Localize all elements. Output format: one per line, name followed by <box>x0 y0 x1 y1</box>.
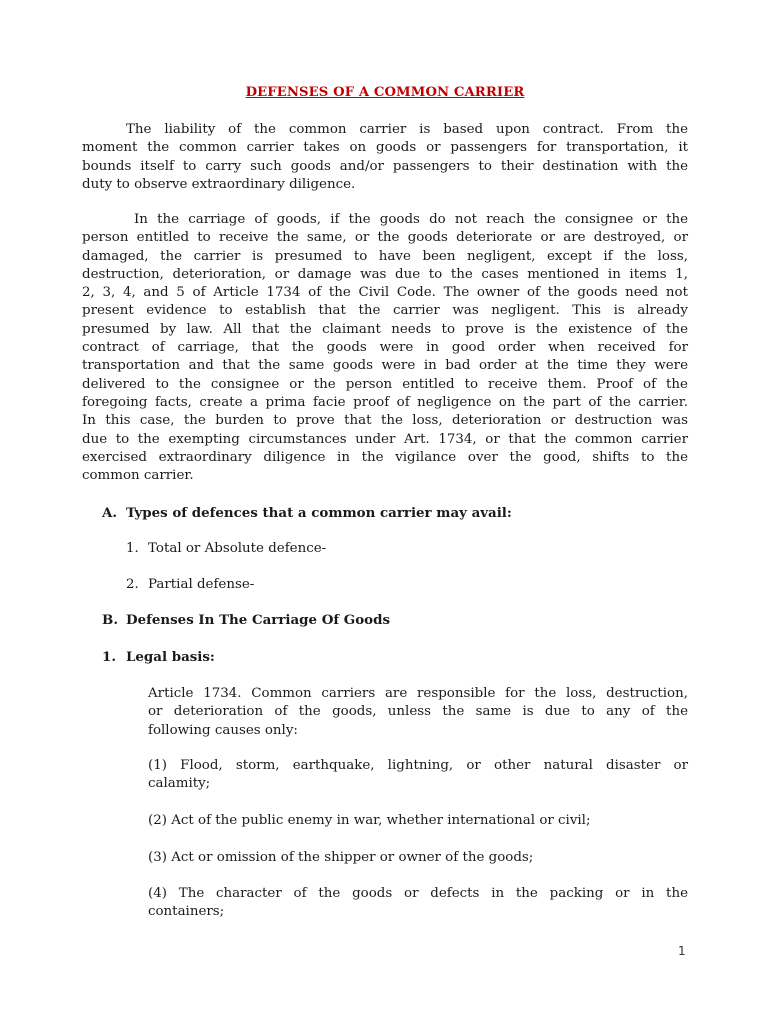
text-line: moment the common carrier takes on goods or passengers for transportation, it <box>82 140 688 156</box>
list-item-text: Partial defense- <box>148 577 255 592</box>
cause-4 <box>148 885 688 922</box>
text-line: (2) Act of the public enemy in war, whether international or civil; <box>148 813 591 828</box>
text-line: In the carriage of goods, if the goods do not reach the consignee or the <box>134 212 688 227</box>
text-line: In this case, the burden to prove that the loss, deterioration or destruction was <box>82 413 688 429</box>
text-line: or deterioration of the goods, unless the same is due to any of the <box>148 704 688 720</box>
cause-1 <box>148 757 688 794</box>
document-page <box>82 0 688 1024</box>
text-line: (1) Flood, storm, earthquake, lightning, or other natural disaster or <box>148 758 688 773</box>
list-item <box>126 541 326 556</box>
text-line: containers; <box>148 904 225 920</box>
text-line: exercised extraordinary diligence in the vigilance over the good, shifts to the <box>82 449 688 465</box>
article-1734-text <box>148 685 688 740</box>
text-line: following causes only: <box>148 722 298 738</box>
text-line: common carrier. <box>82 468 194 484</box>
text-line: delivered to the consignee or the person entitled to receive them. Proof of the <box>82 376 688 392</box>
section-heading-text: Types of defences that a common carrier may avail: <box>126 505 512 521</box>
text-line: Article 1734. Common carriers are responsible for the loss, destruction, <box>148 686 688 701</box>
text-line: duty to observe extraordinary diligence. <box>82 176 356 192</box>
text-line: 2, 3, 4, and 5 of Article 1734 of the Civil Code. The owner of the goods need not <box>82 285 688 301</box>
text-line: (4) The character of the goods or defects in the packing or in the <box>148 886 688 901</box>
page-number: 1 <box>678 944 686 958</box>
text-line: calamity; <box>148 776 211 792</box>
section-b-heading <box>102 612 390 628</box>
text-line: foregoing facts, create a prima facie proof of negligence on the part of the carrier. <box>82 394 688 410</box>
text-line: present evidence to establish that the carrier was negligent. This is already <box>82 303 688 319</box>
paragraph-carriage-of-goods <box>82 211 688 485</box>
text-line: presumed by law. All that the claimant needs to prove is the existence of the <box>82 321 688 337</box>
text-line: (3) Act or omission of the shipper or owner of the goods; <box>148 850 534 865</box>
list-item <box>126 577 254 592</box>
subsection-marker: 1. <box>102 649 116 665</box>
section-heading-text: Defenses In The Carriage Of Goods <box>126 612 390 628</box>
subsection-heading-text: Legal basis: <box>126 649 215 665</box>
cause-3 <box>148 849 688 867</box>
list-number: 1. <box>126 541 139 556</box>
text-line: due to the exempting circumstances under Art. 1734, or that the common carrier <box>82 431 688 447</box>
document-title: DEFENSES OF A COMMON CARRIER <box>245 85 525 100</box>
list-number: 2. <box>126 577 139 592</box>
cause-2 <box>148 812 688 830</box>
text-line: contract of carriage, that the goods were in good order when received for <box>82 340 688 356</box>
text-line: person entitled to receive the same, or the goods deteriorate or are destroyed, or <box>82 230 688 246</box>
text-line: destruction, deterioration, or damage was due to the cases mentioned in items 1, <box>82 266 688 282</box>
text-line: The liability of the common carrier is based upon contract. From the <box>126 122 688 137</box>
text-line: transportation and that the same goods were in bad order at the time they were <box>82 358 688 374</box>
section-marker: A. <box>102 505 118 521</box>
text-line: bounds itself to carry such goods and/or passengers to their destination with the <box>82 158 688 174</box>
text-line: damaged, the carrier is presumed to have been negligent, except if the loss, <box>82 248 688 264</box>
list-item-text: Total or Absolute defence- <box>148 541 327 556</box>
subsection-heading <box>102 649 215 665</box>
section-a-heading <box>102 505 512 521</box>
paragraph-liability <box>82 121 688 194</box>
section-marker: B. <box>102 612 118 628</box>
